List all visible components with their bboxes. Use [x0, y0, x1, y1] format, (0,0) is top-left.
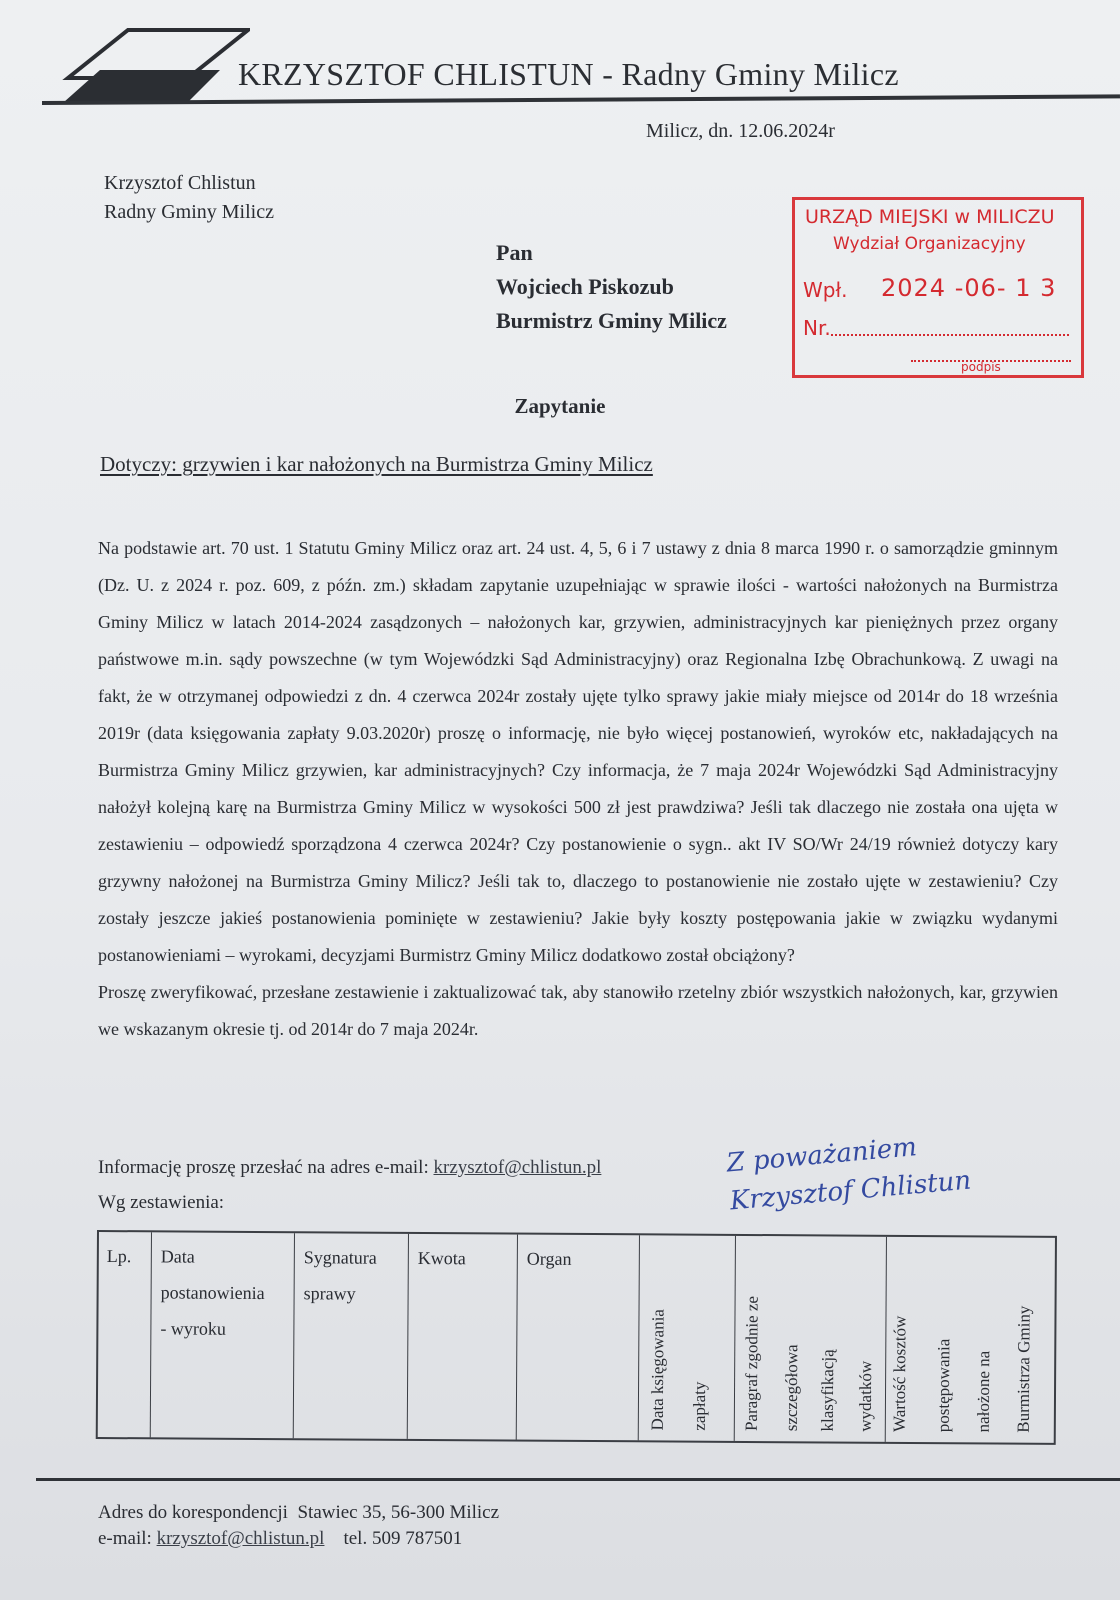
footer-phone: tel. 509 787501	[343, 1528, 463, 1549]
recipient-role: Burmistrz Gminy Milicz	[496, 308, 727, 333]
sender-role: Radny Gminy Milicz	[104, 201, 274, 223]
header-amount: Kwota	[417, 1247, 466, 1269]
header-paragraph-3: klasyfikacją	[817, 1349, 838, 1432]
header-paragraph-2: szczegółowa	[781, 1344, 802, 1432]
body-paragraph-2: Proszę zweryfikować, przesłane zestawienie i zaktualizować tak, aby stanowiło rzetelny zbiór wszystkich nałożonych, kar, grzywien we wskazanym okresie tj. od 2014r do 7 maja 2024r.	[98, 982, 1058, 1039]
letter-date: Milicz, dn. 12.06.2024r	[646, 120, 835, 142]
header-date-line: - wyroku	[160, 1318, 226, 1339]
footer	[98, 1500, 499, 1552]
footer-contact-line	[98, 1526, 499, 1552]
column-divider	[734, 1236, 736, 1441]
header-date-line: Data	[160, 1246, 195, 1267]
header-costs-4: Burmistrza Gminy	[1013, 1305, 1034, 1433]
footer-email-link[interactable]: krzysztof@chlistun.pl	[156, 1528, 325, 1549]
footer-address-line	[98, 1500, 499, 1526]
header-case-line: Sygnatura	[303, 1247, 377, 1268]
column-divider	[516, 1235, 518, 1440]
fines-table	[96, 1230, 1057, 1445]
column-divider	[150, 1232, 152, 1437]
header-paragraph-1: Paragraf zgodnie ze	[741, 1295, 762, 1432]
recipient-salutation: Pan	[496, 240, 533, 265]
header-lp: Lp.	[106, 1246, 132, 1267]
column-divider	[407, 1234, 409, 1439]
contact-prefix: Informację proszę przesłać na adres e-mail:	[98, 1157, 434, 1178]
header-organ: Organ	[526, 1248, 572, 1269]
header-costs-1: Wartość kosztów	[889, 1315, 910, 1432]
signature-line-1: Z poważaniem	[725, 1132, 918, 1179]
header-paragraph-4: wydatków	[855, 1360, 876, 1432]
header-date-line: postanowienia	[160, 1282, 265, 1304]
column-divider	[638, 1235, 640, 1440]
stamp-department: Wydział Organizacyjny	[833, 234, 1026, 254]
header-date	[160, 1238, 265, 1347]
handwritten-signature	[725, 1120, 1021, 1225]
recipient-block	[496, 236, 727, 338]
footer-rule	[36, 1478, 1120, 1481]
body-paragraph-1: Na podstawie art. 70 ust. 1 Statutu Gminy Milicz oraz art. 24 ust. 4, 5, 6 i 7 ustawy z dnia 8 marca 1990 r. o samorządzie gminnym (Dz. U. z 2024 r. poz. 609, z późn. zm.) składam zapytanie uzupełniając w sprawie ilości - wartości nałożonych na Burmistrza Gminy Milicz w latach 2014-2024 zasądzonych – nałożonych kar, grzywien, administracyjnych kar pieniężnych przez organy państwowe m.in. sądy powszechne (w tym Wojewódzki Sąd Administracyjny) oraz Regionalna Izbę Obrachunkową. Z uwagi na fakt, że w otrzymanej odpowiedzi z dn. 4 czerwca 2024r zostały ujęte tylko sprawy jakie miały miejsce od 2014r do 18 września 2019r (data księgowania zapłaty 9.03.2020r) proszę o informację, nie było więcej postanowień, wyroków etc, nakładających na Burmistrza Gminy Milicz grzywien, kar administracyjnych? Czy informacja, że 7 maja 2024r Wojewódzki Sąd Administracyjny nałożył kolejną karę na Burmistrza Gminy Milicz w wysokości 500 zł jest prawdziwa? Jeśli tak dlaczego nie została ona ujęta w zestawieniu – odpowiedź sporządzona 4 czerwca 2024r? Czy postanowienie o sygn.. akt IV SO/Wr 24/19 również dotyczy kary grzywny nałożonej na Burmistrza Gminy Milicz? Jeśli tak to, dlaczego to postanowienie nie zostało ujęte w zestawieniu? Czy zostały jeszcze jakieś postanowienia pominięte w zestawieniu? Jakie były koszty postępowania jakie w związku wydanymi postanowieniami – wyrokami, decyzjami Burmistrz Gminy Milicz dodatkowo został obciążony?	[98, 538, 1058, 965]
column-divider	[885, 1237, 887, 1442]
header-booking-2: zapłaty	[689, 1381, 710, 1431]
stamp-number-label: Nr.	[803, 316, 831, 340]
letterhead-title: KRZYSZTOF CHLISTUN - Radny Gminy Milicz	[238, 56, 899, 92]
header-case	[304, 1239, 377, 1311]
letter-title: Zapytanie	[514, 394, 606, 418]
footer-address: Stawiec 35, 56-300 Milicz	[297, 1502, 500, 1523]
footer-email-label: e-mail:	[98, 1528, 152, 1549]
stamp-sign-label: podpis	[961, 360, 1001, 374]
column-divider	[293, 1233, 295, 1438]
table-intro: Wg zestawienia:	[98, 1192, 225, 1213]
letter-subject: Dotyczy: grzywien i kar nałożonych na Burmistrza Gminy Milicz	[100, 452, 653, 476]
stamp-number-line	[831, 334, 1069, 336]
contact-line	[98, 1157, 601, 1179]
recipient-name: Wojciech Piskozub	[496, 274, 674, 299]
stamp-received-label: Wpł.	[803, 278, 848, 302]
footer-address-label: Adres do korespondencji	[98, 1502, 288, 1523]
stamp-office: URZĄD MIEJSKI w MILICZU	[805, 206, 1055, 228]
header-costs-3: nałożone na	[973, 1350, 994, 1433]
receipt-stamp	[792, 197, 1084, 378]
header-costs-2: postępowania	[933, 1338, 954, 1433]
councillor-logo	[60, 26, 250, 106]
letter-body	[98, 530, 1058, 1048]
header-booking-1: Data księgowania	[647, 1309, 668, 1431]
contact-email-link[interactable]: krzysztof@chlistun.pl	[433, 1157, 602, 1178]
stamp-received-date: 2024 -06- 1 3	[881, 274, 1057, 302]
sender-name: Krzysztof Chlistun	[104, 172, 256, 194]
sender-block	[104, 169, 274, 227]
header-case-line: sprawy	[303, 1283, 356, 1304]
signature-line-2: Krzysztof Chlistun	[728, 1165, 973, 1217]
